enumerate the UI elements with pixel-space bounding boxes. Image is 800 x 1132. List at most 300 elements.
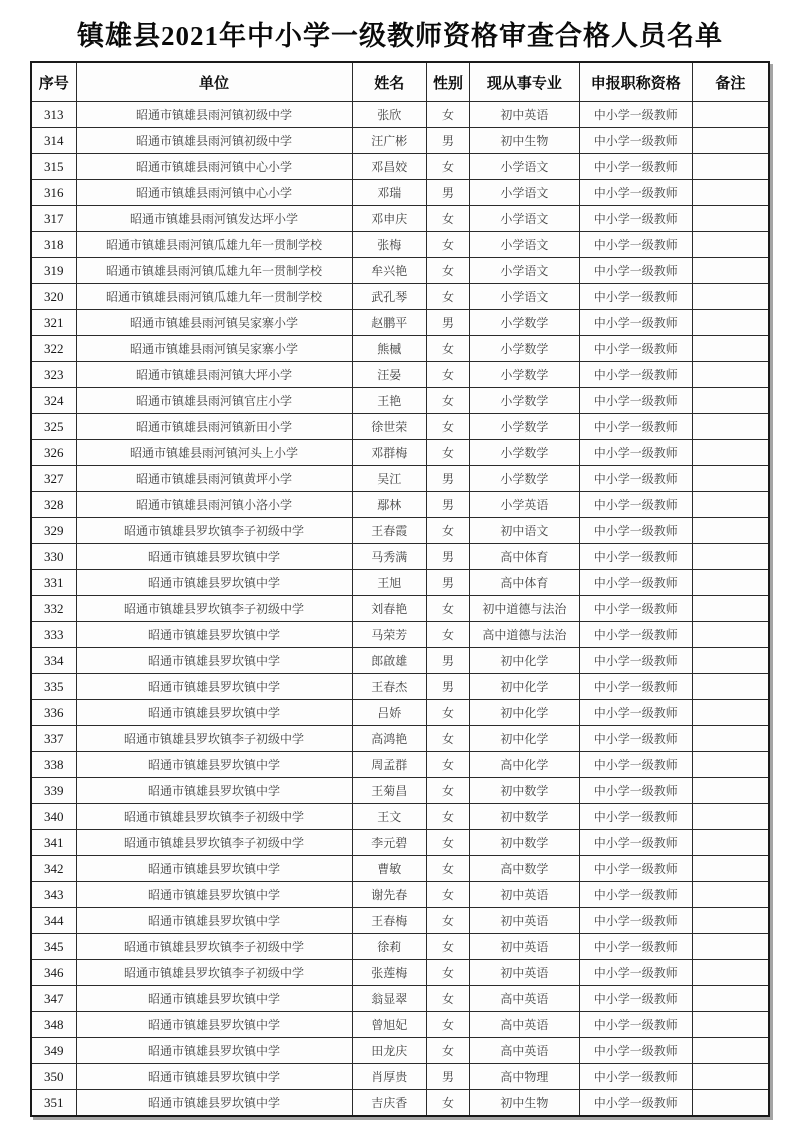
- table-row: [31, 1064, 769, 1090]
- table-cell-unit: 昭通市镇雄县雨河镇瓜雄九年一贯制学校: [76, 232, 352, 258]
- table-cell-rank: 中小学一级教师: [579, 310, 692, 336]
- table-cell-major: 初中化学: [469, 674, 579, 700]
- table-cell-major: 高中体育: [469, 570, 579, 596]
- table-cell-serial: 314: [31, 128, 76, 154]
- table-cell-unit: 昭通市镇雄县罗坎镇李子初级中学: [76, 960, 352, 986]
- table-row: [31, 570, 769, 596]
- table-cell-unit: 昭通市镇雄县罗坎镇中学: [76, 700, 352, 726]
- table-cell-name: 邓昌姣: [352, 154, 427, 180]
- table-cell-note: [692, 908, 769, 934]
- table-cell-serial: 344: [31, 908, 76, 934]
- table-cell-serial: 346: [31, 960, 76, 986]
- table-cell-unit: 昭通市镇雄县雨河镇官庄小学: [76, 388, 352, 414]
- table-row: [31, 960, 769, 986]
- table-cell-name: 徐世荣: [352, 414, 427, 440]
- table-cell-gender: 女: [427, 778, 470, 804]
- table-cell-gender: 女: [427, 258, 470, 284]
- table-cell-unit: 昭通市镇雄县罗坎镇李子初级中学: [76, 596, 352, 622]
- table-cell-gender: 女: [427, 388, 470, 414]
- table-cell-major: 高中物理: [469, 1064, 579, 1090]
- table-cell-unit: 昭通市镇雄县罗坎镇中学: [76, 986, 352, 1012]
- table-cell-serial: 343: [31, 882, 76, 908]
- table-cell-gender: 女: [427, 908, 470, 934]
- table-cell-unit: 昭通市镇雄县罗坎镇中学: [76, 544, 352, 570]
- table-cell-major: 初中英语: [469, 934, 579, 960]
- table-cell-serial: 339: [31, 778, 76, 804]
- table-cell-note: [692, 856, 769, 882]
- table-cell-gender: 女: [427, 934, 470, 960]
- table-cell-name: 张莲梅: [352, 960, 427, 986]
- teacher-roster-table: [30, 61, 770, 1117]
- table-cell-unit: 昭通市镇雄县罗坎镇李子初级中学: [76, 830, 352, 856]
- table-cell-gender: 男: [427, 570, 470, 596]
- table-cell-unit: 昭通市镇雄县雨河镇中心小学: [76, 180, 352, 206]
- table-cell-serial: 327: [31, 466, 76, 492]
- table-cell-gender: 女: [427, 882, 470, 908]
- table-cell-unit: 昭通市镇雄县雨河镇初级中学: [76, 102, 352, 128]
- table-row: [31, 622, 769, 648]
- table-cell-note: [692, 102, 769, 128]
- table-cell-major: 高中化学: [469, 752, 579, 778]
- table-cell-note: [692, 1064, 769, 1090]
- table-cell-name: 张梅: [352, 232, 427, 258]
- table-cell-rank: 中小学一级教师: [579, 466, 692, 492]
- table-cell-unit: 昭通市镇雄县罗坎镇中学: [76, 1064, 352, 1090]
- table-cell-name: 李元碧: [352, 830, 427, 856]
- table-cell-serial: 329: [31, 518, 76, 544]
- table-cell-note: [692, 440, 769, 466]
- table-cell-unit: 昭通市镇雄县雨河镇黄坪小学: [76, 466, 352, 492]
- table-cell-major: 小学数学: [469, 388, 579, 414]
- table-cell-gender: 女: [427, 700, 470, 726]
- table-cell-major: 小学数学: [469, 466, 579, 492]
- table-cell-gender: 男: [427, 310, 470, 336]
- table-cell-major: 小学语文: [469, 206, 579, 232]
- table-row: [31, 128, 769, 154]
- table-cell-serial: 313: [31, 102, 76, 128]
- table-cell-major: 初中语文: [469, 518, 579, 544]
- table-cell-unit: 昭通市镇雄县罗坎镇中学: [76, 648, 352, 674]
- table-cell-unit: 昭通市镇雄县罗坎镇中学: [76, 622, 352, 648]
- table-cell-major: 高中道德与法治: [469, 622, 579, 648]
- table-cell-serial: 341: [31, 830, 76, 856]
- table-row: [31, 362, 769, 388]
- table-cell-name: 邓瑞: [352, 180, 427, 206]
- table-cell-name: 徐莉: [352, 934, 427, 960]
- table-cell-name: 吕娇: [352, 700, 427, 726]
- table-cell-note: [692, 336, 769, 362]
- table-cell-unit: 昭通市镇雄县罗坎镇中学: [76, 570, 352, 596]
- table-cell-serial: 321: [31, 310, 76, 336]
- table-cell-serial: 335: [31, 674, 76, 700]
- table-cell-name: 曹敏: [352, 856, 427, 882]
- table-cell-rank: 中小学一级教师: [579, 336, 692, 362]
- table-body: [31, 102, 769, 1117]
- table-cell-serial: 331: [31, 570, 76, 596]
- table-row: [31, 1090, 769, 1117]
- table-cell-name: 王春梅: [352, 908, 427, 934]
- table-cell-major: 小学数学: [469, 310, 579, 336]
- table-cell-note: [692, 960, 769, 986]
- table-row: [31, 1012, 769, 1038]
- table-cell-gender: 女: [427, 1090, 470, 1117]
- table-cell-name: 牟兴艳: [352, 258, 427, 284]
- table-cell-serial: 350: [31, 1064, 76, 1090]
- table-cell-serial: 333: [31, 622, 76, 648]
- table-cell-note: [692, 544, 769, 570]
- table-row: [31, 596, 769, 622]
- table-cell-note: [692, 206, 769, 232]
- header-cell-note: 备注: [692, 62, 769, 102]
- table-cell-serial: 324: [31, 388, 76, 414]
- table-cell-major: 初中数学: [469, 804, 579, 830]
- table-row: [31, 934, 769, 960]
- table-row: [31, 700, 769, 726]
- table-cell-note: [692, 830, 769, 856]
- table-cell-unit: 昭通市镇雄县罗坎镇中学: [76, 856, 352, 882]
- table-cell-name: 王菊昌: [352, 778, 427, 804]
- table-cell-serial: 351: [31, 1090, 76, 1117]
- table-row: [31, 414, 769, 440]
- table-cell-rank: 中小学一级教师: [579, 284, 692, 310]
- page-title: 镇雄县2021年中小学一级教师资格审查合格人员名单: [77, 21, 723, 51]
- table-cell-note: [692, 726, 769, 752]
- table-row: [31, 388, 769, 414]
- table-cell-serial: 322: [31, 336, 76, 362]
- header-cell-major: 现从事专业: [469, 62, 579, 102]
- table-cell-rank: 中小学一级教师: [579, 1038, 692, 1064]
- table-cell-unit: 昭通市镇雄县罗坎镇中学: [76, 908, 352, 934]
- table-cell-rank: 中小学一级教师: [579, 1064, 692, 1090]
- table-cell-gender: 男: [427, 648, 470, 674]
- table-cell-name: 翁显翠: [352, 986, 427, 1012]
- table-cell-serial: 348: [31, 1012, 76, 1038]
- table-cell-serial: 325: [31, 414, 76, 440]
- table-cell-serial: 332: [31, 596, 76, 622]
- table-cell-rank: 中小学一级教师: [579, 804, 692, 830]
- table-cell-name: 王旭: [352, 570, 427, 596]
- table-cell-name: 王春杰: [352, 674, 427, 700]
- table-row: [31, 310, 769, 336]
- table-cell-name: 汪广彬: [352, 128, 427, 154]
- table-cell-rank: 中小学一级教师: [579, 154, 692, 180]
- table-row: [31, 154, 769, 180]
- table-cell-unit: 昭通市镇雄县罗坎镇中学: [76, 1090, 352, 1117]
- table-cell-serial: 340: [31, 804, 76, 830]
- table-cell-unit: 昭通市镇雄县雨河镇吴家寨小学: [76, 336, 352, 362]
- header-cell-gender: 性别: [427, 62, 470, 102]
- table-cell-serial: 316: [31, 180, 76, 206]
- table-cell-rank: 中小学一级教师: [579, 856, 692, 882]
- table-cell-serial: 320: [31, 284, 76, 310]
- table-cell-rank: 中小学一级教师: [579, 700, 692, 726]
- table-cell-unit: 昭通市镇雄县罗坎镇李子初级中学: [76, 934, 352, 960]
- table-cell-gender: 女: [427, 206, 470, 232]
- table-cell-gender: 男: [427, 180, 470, 206]
- table-cell-rank: 中小学一级教师: [579, 882, 692, 908]
- table-cell-major: 小学语文: [469, 284, 579, 310]
- table-cell-name: 吴江: [352, 466, 427, 492]
- table-cell-major: 初中数学: [469, 830, 579, 856]
- table-cell-unit: 昭通市镇雄县罗坎镇中学: [76, 1012, 352, 1038]
- table-cell-name: 鄢林: [352, 492, 427, 518]
- table-cell-note: [692, 752, 769, 778]
- table-cell-name: 马秀满: [352, 544, 427, 570]
- table-cell-note: [692, 414, 769, 440]
- table-row: [31, 102, 769, 128]
- table-cell-name: 田龙庆: [352, 1038, 427, 1064]
- table-cell-note: [692, 154, 769, 180]
- header-cell-name: 姓名: [352, 62, 427, 102]
- table-row: [31, 466, 769, 492]
- table-row: [31, 258, 769, 284]
- table-cell-note: [692, 492, 769, 518]
- table-cell-rank: 中小学一级教师: [579, 934, 692, 960]
- header-cell-rank: 申报职称资格: [579, 62, 692, 102]
- table-cell-gender: 女: [427, 336, 470, 362]
- table-cell-note: [692, 596, 769, 622]
- table-cell-note: [692, 518, 769, 544]
- table-cell-name: 肖厚贵: [352, 1064, 427, 1090]
- table-cell-gender: 男: [427, 674, 470, 700]
- table-cell-gender: 女: [427, 154, 470, 180]
- table-cell-gender: 女: [427, 440, 470, 466]
- table-row: [31, 674, 769, 700]
- table-cell-rank: 中小学一级教师: [579, 180, 692, 206]
- table-cell-name: 武孔琴: [352, 284, 427, 310]
- table-cell-note: [692, 1038, 769, 1064]
- table-cell-name: 高鸿艳: [352, 726, 427, 752]
- table-cell-unit: 昭通市镇雄县罗坎镇中学: [76, 882, 352, 908]
- table-cell-name: 周孟群: [352, 752, 427, 778]
- table-cell-rank: 中小学一级教师: [579, 752, 692, 778]
- table-cell-unit: 昭通市镇雄县罗坎镇李子初级中学: [76, 726, 352, 752]
- table-cell-major: 初中英语: [469, 882, 579, 908]
- table-cell-major: 高中英语: [469, 1012, 579, 1038]
- table-cell-note: [692, 388, 769, 414]
- table-cell-rank: 中小学一级教师: [579, 232, 692, 258]
- table-cell-gender: 女: [427, 362, 470, 388]
- table-cell-rank: 中小学一级教师: [579, 960, 692, 986]
- table-row: [31, 492, 769, 518]
- table-cell-gender: 女: [427, 596, 470, 622]
- table-row: [31, 440, 769, 466]
- table-cell-rank: 中小学一级教师: [579, 206, 692, 232]
- table-cell-major: 小学数学: [469, 336, 579, 362]
- table-cell-major: 高中数学: [469, 856, 579, 882]
- table-cell-major: 初中英语: [469, 102, 579, 128]
- table-row: [31, 180, 769, 206]
- table-cell-unit: 昭通市镇雄县雨河镇发达坪小学: [76, 206, 352, 232]
- table-cell-rank: 中小学一级教师: [579, 1012, 692, 1038]
- table-cell-serial: 349: [31, 1038, 76, 1064]
- table-cell-unit: 昭通市镇雄县雨河镇吴家寨小学: [76, 310, 352, 336]
- table-cell-name: 刘春艳: [352, 596, 427, 622]
- table-cell-name: 邓群梅: [352, 440, 427, 466]
- table-cell-major: 小学语文: [469, 180, 579, 206]
- table-row: [31, 206, 769, 232]
- table-cell-note: [692, 284, 769, 310]
- table-cell-major: 初中英语: [469, 960, 579, 986]
- table-cell-serial: 337: [31, 726, 76, 752]
- table-row: [31, 778, 769, 804]
- table-cell-note: [692, 1090, 769, 1117]
- table-cell-rank: 中小学一级教师: [579, 128, 692, 154]
- table-cell-gender: 女: [427, 856, 470, 882]
- table-cell-major: 初中英语: [469, 908, 579, 934]
- table-cell-note: [692, 986, 769, 1012]
- table-cell-note: [692, 804, 769, 830]
- table-cell-note: [692, 232, 769, 258]
- table-cell-rank: 中小学一级教师: [579, 258, 692, 284]
- table-cell-gender: 女: [427, 622, 470, 648]
- table-cell-gender: 女: [427, 518, 470, 544]
- table-cell-unit: 昭通市镇雄县雨河镇小洛小学: [76, 492, 352, 518]
- table-cell-major: 高中体育: [469, 544, 579, 570]
- header-row: [31, 62, 769, 102]
- table-cell-unit: 昭通市镇雄县罗坎镇中学: [76, 674, 352, 700]
- table-cell-serial: 334: [31, 648, 76, 674]
- table-cell-gender: 女: [427, 804, 470, 830]
- table-cell-name: 熊槭: [352, 336, 427, 362]
- table-cell-rank: 中小学一级教师: [579, 648, 692, 674]
- table-cell-rank: 中小学一级教师: [579, 986, 692, 1012]
- table-cell-major: 初中道德与法治: [469, 596, 579, 622]
- table-cell-unit: 昭通市镇雄县罗坎镇李子初级中学: [76, 518, 352, 544]
- table-cell-serial: 330: [31, 544, 76, 570]
- table-cell-gender: 女: [427, 986, 470, 1012]
- table-cell-note: [692, 128, 769, 154]
- table-cell-name: 郎啟雄: [352, 648, 427, 674]
- table-cell-rank: 中小学一级教师: [579, 596, 692, 622]
- table-cell-serial: 326: [31, 440, 76, 466]
- table-cell-serial: 345: [31, 934, 76, 960]
- table-cell-gender: 女: [427, 726, 470, 752]
- table-cell-unit: 昭通市镇雄县雨河镇新田小学: [76, 414, 352, 440]
- table-cell-gender: 女: [427, 284, 470, 310]
- table-cell-rank: 中小学一级教师: [579, 1090, 692, 1117]
- table-cell-gender: 男: [427, 128, 470, 154]
- table-cell-gender: 男: [427, 544, 470, 570]
- table-cell-major: 小学数学: [469, 362, 579, 388]
- table-cell-name: 曾旭妃: [352, 1012, 427, 1038]
- table-cell-note: [692, 700, 769, 726]
- header-cell-unit: 单位: [76, 62, 352, 102]
- table-cell-gender: 女: [427, 752, 470, 778]
- table-cell-note: [692, 622, 769, 648]
- table-cell-rank: 中小学一级教师: [579, 388, 692, 414]
- table-cell-note: [692, 570, 769, 596]
- table-cell-major: 高中英语: [469, 1038, 579, 1064]
- table-cell-rank: 中小学一级教师: [579, 414, 692, 440]
- table-cell-rank: 中小学一级教师: [579, 726, 692, 752]
- table-cell-major: 初中生物: [469, 128, 579, 154]
- table-cell-major: 小学数学: [469, 414, 579, 440]
- table-cell-unit: 昭通市镇雄县雨河镇瓜雄九年一贯制学校: [76, 284, 352, 310]
- table-cell-name: 王文: [352, 804, 427, 830]
- table-cell-rank: 中小学一级教师: [579, 544, 692, 570]
- table-cell-rank: 中小学一级教师: [579, 492, 692, 518]
- table-cell-note: [692, 362, 769, 388]
- table-cell-serial: 336: [31, 700, 76, 726]
- table-cell-serial: 315: [31, 154, 76, 180]
- table-cell-gender: 女: [427, 960, 470, 986]
- table-cell-unit: 昭通市镇雄县罗坎镇中学: [76, 778, 352, 804]
- table-cell-serial: 317: [31, 206, 76, 232]
- table-cell-rank: 中小学一级教师: [579, 102, 692, 128]
- table-cell-serial: 347: [31, 986, 76, 1012]
- table-cell-major: 初中数学: [469, 778, 579, 804]
- table-cell-serial: 319: [31, 258, 76, 284]
- table-cell-gender: 男: [427, 492, 470, 518]
- table-cell-name: 吉庆香: [352, 1090, 427, 1117]
- header-cell-serial: 序号: [31, 62, 76, 102]
- table-cell-name: 赵鹏平: [352, 310, 427, 336]
- table-cell-note: [692, 778, 769, 804]
- table-cell-gender: 男: [427, 1064, 470, 1090]
- table-cell-unit: 昭通市镇雄县罗坎镇中学: [76, 1038, 352, 1064]
- table-row: [31, 986, 769, 1012]
- table-cell-rank: 中小学一级教师: [579, 570, 692, 596]
- table-cell-rank: 中小学一级教师: [579, 362, 692, 388]
- table-row: [31, 752, 769, 778]
- table-cell-note: [692, 258, 769, 284]
- table-cell-name: 王艳: [352, 388, 427, 414]
- table-cell-note: [692, 648, 769, 674]
- table-row: [31, 544, 769, 570]
- table-cell-note: [692, 466, 769, 492]
- table-cell-gender: 女: [427, 830, 470, 856]
- table-row: [31, 908, 769, 934]
- table-cell-major: 小学语文: [469, 232, 579, 258]
- table-cell-rank: 中小学一级教师: [579, 518, 692, 544]
- table-cell-name: 张欣: [352, 102, 427, 128]
- table-row: [31, 518, 769, 544]
- table-row: [31, 830, 769, 856]
- table-cell-major: 小学数学: [469, 440, 579, 466]
- table-row: [31, 232, 769, 258]
- table-cell-rank: 中小学一级教师: [579, 622, 692, 648]
- table-cell-major: 初中化学: [469, 726, 579, 752]
- table-cell-note: [692, 882, 769, 908]
- table-cell-rank: 中小学一级教师: [579, 440, 692, 466]
- table-cell-rank: 中小学一级教师: [579, 674, 692, 700]
- table-cell-gender: 女: [427, 232, 470, 258]
- table-row: [31, 804, 769, 830]
- table-row: [31, 856, 769, 882]
- table-cell-name: 汪晏: [352, 362, 427, 388]
- table-cell-unit: 昭通市镇雄县雨河镇大坪小学: [76, 362, 352, 388]
- table-cell-serial: 328: [31, 492, 76, 518]
- table-cell-gender: 女: [427, 414, 470, 440]
- table-cell-gender: 女: [427, 102, 470, 128]
- table-row: [31, 284, 769, 310]
- table-row: [31, 882, 769, 908]
- table-cell-name: 马荣芳: [352, 622, 427, 648]
- table-cell-rank: 中小学一级教师: [579, 908, 692, 934]
- table-cell-gender: 女: [427, 1038, 470, 1064]
- table-cell-rank: 中小学一级教师: [579, 778, 692, 804]
- table-cell-major: 高中英语: [469, 986, 579, 1012]
- table-cell-unit: 昭通市镇雄县雨河镇河头上小学: [76, 440, 352, 466]
- table-cell-serial: 342: [31, 856, 76, 882]
- table-cell-note: [692, 310, 769, 336]
- table-cell-unit: 昭通市镇雄县罗坎镇李子初级中学: [76, 804, 352, 830]
- table-cell-name: 王春霞: [352, 518, 427, 544]
- table-row: [31, 648, 769, 674]
- table-cell-gender: 男: [427, 466, 470, 492]
- table-cell-note: [692, 1012, 769, 1038]
